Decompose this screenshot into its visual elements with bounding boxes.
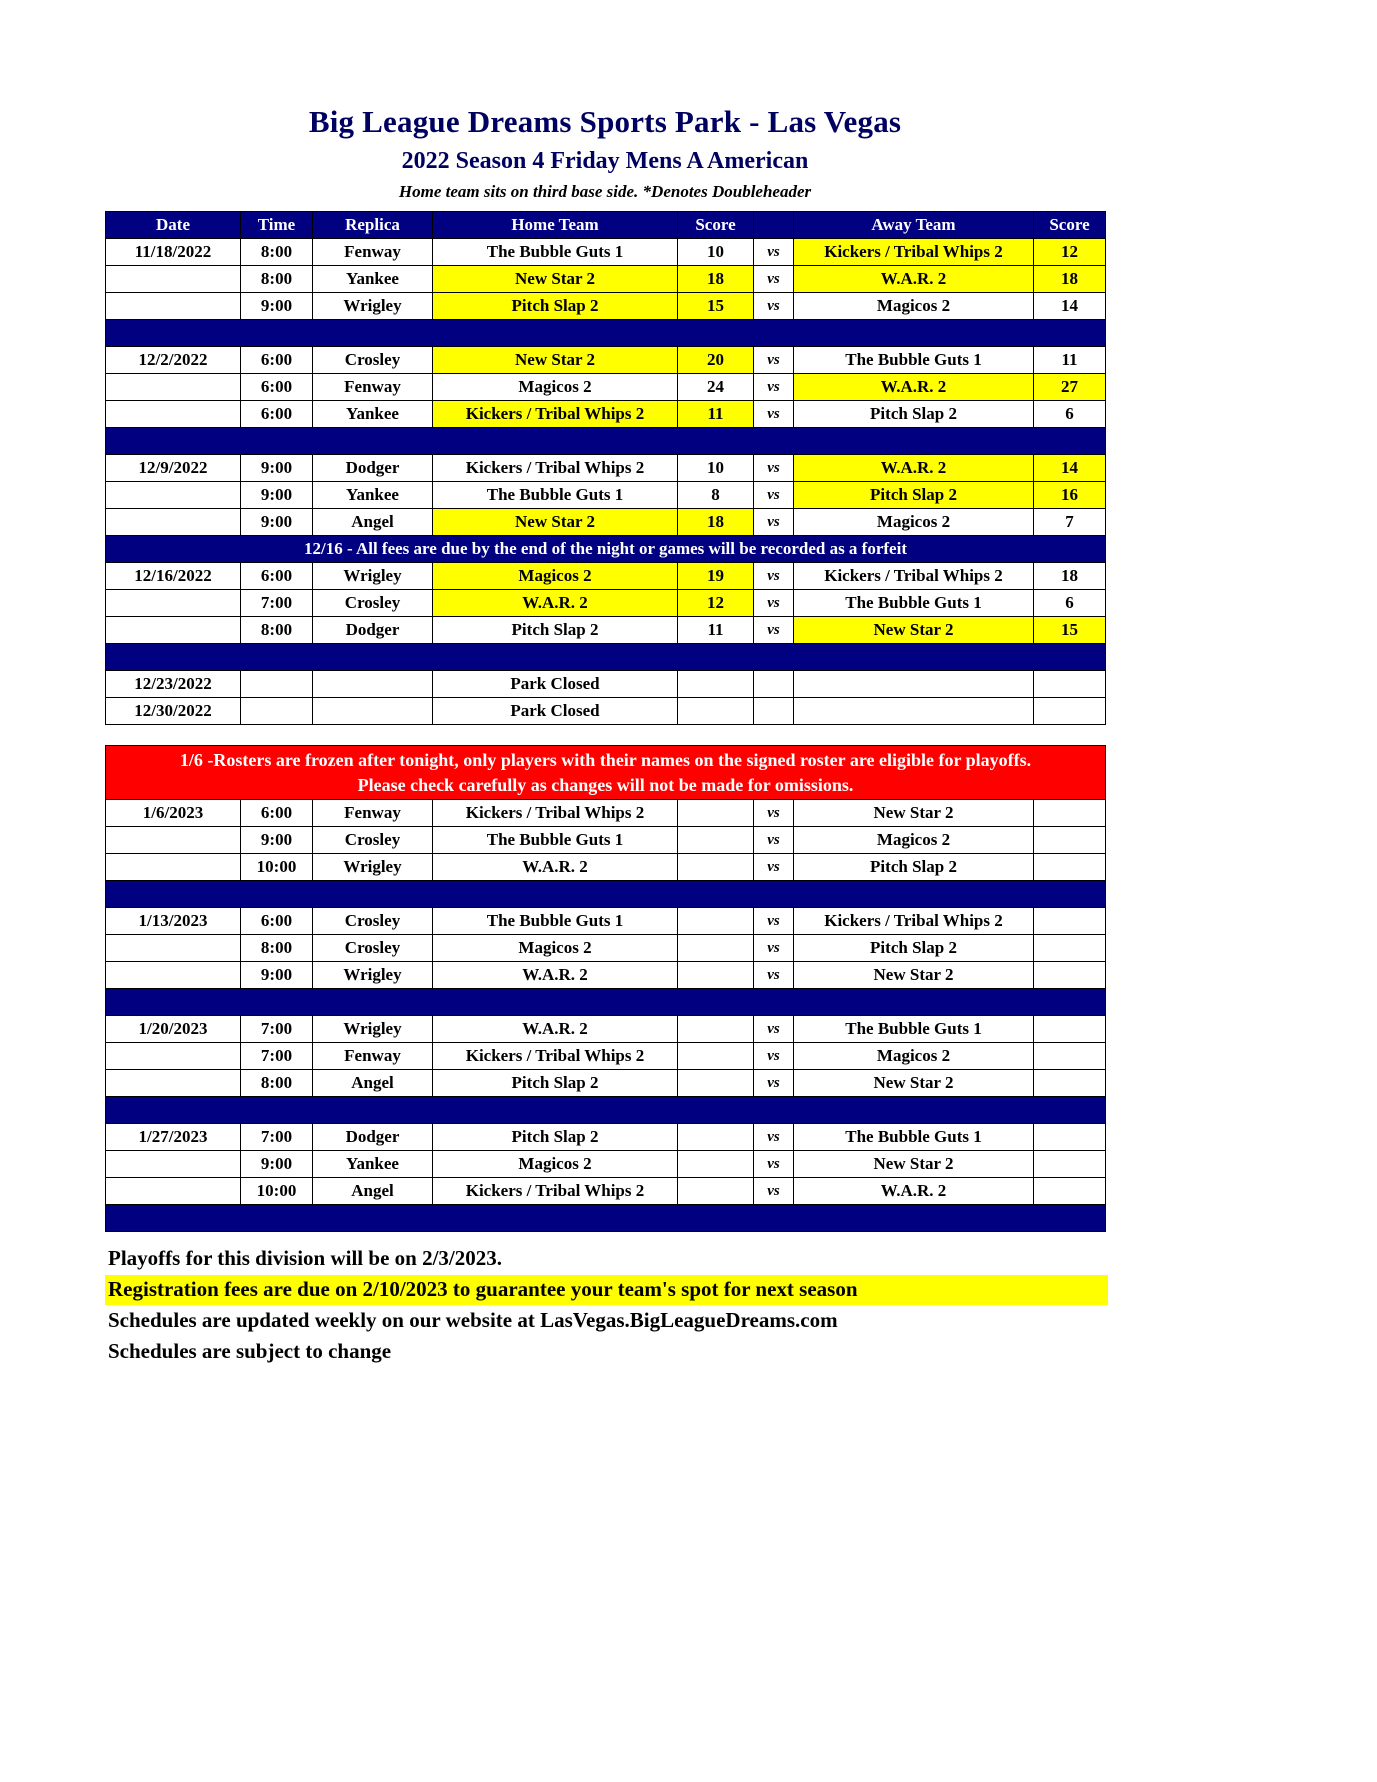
separator-row — [106, 881, 1106, 908]
game-row — [106, 374, 1106, 401]
date-cell — [106, 617, 241, 644]
alert-row — [106, 746, 1106, 800]
game-row — [106, 935, 1106, 962]
date-cell — [106, 935, 241, 962]
home-team-cell: Pitch Slap 2 — [433, 1070, 678, 1097]
vs-cell: vs — [754, 266, 794, 293]
date-cell — [106, 374, 241, 401]
vs-cell: vs — [754, 935, 794, 962]
game-row — [106, 962, 1106, 989]
replica-cell: Fenway — [313, 239, 433, 266]
header-row — [106, 212, 1106, 239]
home-team-cell: Kickers / Tribal Whips 2 — [433, 1043, 678, 1070]
date-cell — [106, 509, 241, 536]
page-title: Big League Dreams Sports Park - Las Vegas — [308, 104, 902, 139]
away-score-cell — [1034, 827, 1106, 854]
away-score-cell: 16 — [1034, 482, 1106, 509]
game-row — [106, 1016, 1106, 1043]
away-score-cell — [1034, 1043, 1106, 1070]
vs-cell: vs — [754, 1178, 794, 1205]
replica-cell: Wrigley — [313, 293, 433, 320]
home-score-cell — [678, 1070, 754, 1097]
vs-cell: vs — [754, 1043, 794, 1070]
vs-cell: vs — [754, 509, 794, 536]
separator-band — [106, 989, 1106, 1016]
time-cell: 10:00 — [241, 854, 313, 881]
replica-cell: Crosley — [313, 347, 433, 374]
roster-alert-line: Please check carefully as changes will not be made for omissions. — [357, 774, 854, 795]
replica-cell: Crosley — [313, 827, 433, 854]
replica-cell: Dodger — [313, 455, 433, 482]
replica-cell: Crosley — [313, 590, 433, 617]
home-team-cell: The Bubble Guts 1 — [433, 827, 678, 854]
game-row — [106, 401, 1106, 428]
away-score-cell — [1034, 800, 1106, 827]
time-cell: 6:00 — [241, 347, 313, 374]
away-score-cell — [1034, 1178, 1106, 1205]
home-score-cell: 19 — [678, 563, 754, 590]
date-cell — [106, 293, 241, 320]
home-score-cell — [678, 698, 754, 725]
time-cell: 10:00 — [241, 1178, 313, 1205]
game-row — [106, 509, 1106, 536]
away-score-cell — [1034, 1070, 1106, 1097]
away-score-cell — [1034, 1016, 1106, 1043]
away-score-cell: 27 — [1034, 374, 1106, 401]
date-cell — [106, 962, 241, 989]
home-score-cell — [678, 908, 754, 935]
closed-row — [106, 698, 1106, 725]
home-team-cell: New Star 2 — [433, 266, 678, 293]
separator-band — [106, 1205, 1106, 1232]
home-team-cell: Magicos 2 — [433, 563, 678, 590]
vs-cell: vs — [754, 908, 794, 935]
time-cell: 7:00 — [241, 1043, 313, 1070]
time-cell: 9:00 — [241, 827, 313, 854]
date-cell: 1/6/2023 — [106, 800, 241, 827]
time-cell: 7:00 — [241, 1124, 313, 1151]
date-cell: 12/23/2022 — [106, 671, 241, 698]
home-score-cell: 15 — [678, 293, 754, 320]
vs-cell: vs — [754, 800, 794, 827]
home-score-cell — [678, 854, 754, 881]
closed-row — [106, 671, 1106, 698]
date-cell: 1/13/2023 — [106, 908, 241, 935]
time-cell: 8:00 — [241, 617, 313, 644]
game-row — [106, 293, 1106, 320]
home-team-cell: Pitch Slap 2 — [433, 1124, 678, 1151]
replica-cell: Yankee — [313, 1151, 433, 1178]
replica-cell: Angel — [313, 509, 433, 536]
home-team-cell: Magicos 2 — [433, 935, 678, 962]
date-cell — [106, 1043, 241, 1070]
away-team-cell: Pitch Slap 2 — [794, 854, 1034, 881]
game-row — [106, 908, 1106, 935]
separator-band — [106, 428, 1106, 455]
away-team-cell: New Star 2 — [794, 1151, 1034, 1178]
vs-cell: vs — [754, 239, 794, 266]
away-team-cell: The Bubble Guts 1 — [794, 1124, 1034, 1151]
game-row — [106, 1070, 1106, 1097]
replica-cell: Wrigley — [313, 563, 433, 590]
col-header-replica: Replica — [313, 212, 433, 239]
game-row — [106, 854, 1106, 881]
footer — [105, 1244, 1108, 1367]
replica-cell: Crosley — [313, 935, 433, 962]
home-score-cell: 11 — [678, 617, 754, 644]
time-cell: 9:00 — [241, 509, 313, 536]
vs-cell: vs — [754, 374, 794, 401]
home-team-cell: W.A.R. 2 — [433, 854, 678, 881]
game-row — [106, 455, 1106, 482]
replica-cell: Wrigley — [313, 962, 433, 989]
schedule-body — [106, 239, 1106, 1232]
home-team-cell: W.A.R. 2 — [433, 590, 678, 617]
home-team-cell: Pitch Slap 2 — [433, 617, 678, 644]
time-cell: 7:00 — [241, 1016, 313, 1043]
vs-cell: vs — [754, 293, 794, 320]
home-team-cell: The Bubble Guts 1 — [433, 239, 678, 266]
date-cell — [106, 1178, 241, 1205]
page-header — [105, 104, 1105, 202]
game-row — [106, 347, 1106, 374]
home-team-cell: Park Closed — [433, 698, 678, 725]
home-score-cell: 10 — [678, 455, 754, 482]
home-score-cell — [678, 1124, 754, 1151]
away-team-cell: Magicos 2 — [794, 1043, 1034, 1070]
game-row — [106, 800, 1106, 827]
replica-cell: Wrigley — [313, 1016, 433, 1043]
away-score-cell — [1034, 671, 1106, 698]
away-score-cell: 7 — [1034, 509, 1106, 536]
vs-cell: vs — [754, 590, 794, 617]
vs-cell: vs — [754, 401, 794, 428]
home-score-cell: 18 — [678, 509, 754, 536]
date-cell: 1/27/2023 — [106, 1124, 241, 1151]
away-score-cell — [1034, 908, 1106, 935]
home-team-cell: The Bubble Guts 1 — [433, 908, 678, 935]
home-team-cell: Kickers / Tribal Whips 2 — [433, 1178, 678, 1205]
home-score-cell: 10 — [678, 239, 754, 266]
away-score-cell: 18 — [1034, 563, 1106, 590]
separator-row — [106, 428, 1106, 455]
vs-cell: vs — [754, 854, 794, 881]
separator-row — [106, 989, 1106, 1016]
game-row — [106, 617, 1106, 644]
away-team-cell: New Star 2 — [794, 617, 1034, 644]
away-team-cell — [794, 698, 1034, 725]
time-cell: 8:00 — [241, 266, 313, 293]
vs-cell: vs — [754, 827, 794, 854]
replica-cell: Yankee — [313, 482, 433, 509]
time-cell: 9:00 — [241, 482, 313, 509]
time-cell: 8:00 — [241, 239, 313, 266]
time-cell — [241, 698, 313, 725]
fees-notice: 12/16 - All fees are due by the end of the night or games will be recorded as a forfeit — [106, 536, 1106, 563]
date-cell: 1/20/2023 — [106, 1016, 241, 1043]
away-team-cell: The Bubble Guts 1 — [794, 1016, 1034, 1043]
game-row — [106, 1178, 1106, 1205]
vs-cell: vs — [754, 1016, 794, 1043]
page-note: Home team sits on third base side. *Denotes Doubleheader — [398, 182, 812, 201]
away-score-cell — [1034, 1124, 1106, 1151]
replica-cell: Fenway — [313, 800, 433, 827]
time-cell: 9:00 — [241, 962, 313, 989]
vs-cell: vs — [754, 563, 794, 590]
away-team-cell: W.A.R. 2 — [794, 374, 1034, 401]
away-team-cell: W.A.R. 2 — [794, 455, 1034, 482]
footer-line: Schedules are updated weekly on our website at LasVegas.BigLeagueDreams.com — [108, 1308, 838, 1332]
vs-cell: vs — [754, 1124, 794, 1151]
replica-cell: Angel — [313, 1178, 433, 1205]
away-team-cell — [794, 671, 1034, 698]
home-team-cell: New Star 2 — [433, 347, 678, 374]
date-cell: 12/9/2022 — [106, 455, 241, 482]
home-score-cell — [678, 827, 754, 854]
home-team-cell: W.A.R. 2 — [433, 962, 678, 989]
vs-cell: vs — [754, 1070, 794, 1097]
home-score-cell — [678, 1016, 754, 1043]
time-cell: 8:00 — [241, 1070, 313, 1097]
vs-cell: vs — [754, 962, 794, 989]
away-team-cell: W.A.R. 2 — [794, 1178, 1034, 1205]
replica-cell: Dodger — [313, 1124, 433, 1151]
col-header-home-score: Score — [678, 212, 754, 239]
replica-cell: Fenway — [313, 374, 433, 401]
gap-band — [106, 725, 1106, 746]
replica-cell: Wrigley — [313, 854, 433, 881]
away-score-cell: 12 — [1034, 239, 1106, 266]
roster-alert-line: 1/6 -Rosters are frozen after tonight, only players with their names on the signed roster are eligible for playoffs. — [179, 749, 1032, 770]
separator-row — [106, 320, 1106, 347]
date-cell — [106, 590, 241, 617]
home-score-cell — [678, 962, 754, 989]
away-team-cell: Magicos 2 — [794, 827, 1034, 854]
away-score-cell — [1034, 962, 1106, 989]
away-team-cell: Pitch Slap 2 — [794, 401, 1034, 428]
game-row — [106, 266, 1106, 293]
time-cell: 6:00 — [241, 374, 313, 401]
away-score-cell — [1034, 1151, 1106, 1178]
schedule-table — [105, 211, 1106, 1232]
date-cell — [106, 854, 241, 881]
vs-cell: vs — [754, 347, 794, 374]
away-score-cell: 11 — [1034, 347, 1106, 374]
home-team-cell: Kickers / Tribal Whips 2 — [433, 401, 678, 428]
vs-cell: vs — [754, 1151, 794, 1178]
away-score-cell — [1034, 854, 1106, 881]
game-row — [106, 827, 1106, 854]
replica-cell: Crosley — [313, 908, 433, 935]
away-team-cell: Kickers / Tribal Whips 2 — [794, 563, 1034, 590]
col-header-away-team: Away Team — [794, 212, 1034, 239]
vs-cell: vs — [754, 455, 794, 482]
time-cell: 6:00 — [241, 800, 313, 827]
game-row — [106, 482, 1106, 509]
away-team-cell: W.A.R. 2 — [794, 266, 1034, 293]
date-cell: 12/30/2022 — [106, 698, 241, 725]
time-cell: 6:00 — [241, 563, 313, 590]
date-cell: 12/16/2022 — [106, 563, 241, 590]
home-score-cell: 24 — [678, 374, 754, 401]
vs-cell — [754, 698, 794, 725]
game-row — [106, 1124, 1106, 1151]
away-team-cell: The Bubble Guts 1 — [794, 590, 1034, 617]
separator-row — [106, 644, 1106, 671]
replica-cell: Yankee — [313, 401, 433, 428]
time-cell: 9:00 — [241, 293, 313, 320]
away-team-cell: New Star 2 — [794, 800, 1034, 827]
replica-cell: Dodger — [313, 617, 433, 644]
away-score-cell: 14 — [1034, 455, 1106, 482]
away-team-cell: Kickers / Tribal Whips 2 — [794, 908, 1034, 935]
home-score-cell: 20 — [678, 347, 754, 374]
time-cell: 6:00 — [241, 401, 313, 428]
replica-cell — [313, 671, 433, 698]
home-score-cell — [678, 1151, 754, 1178]
date-cell — [106, 482, 241, 509]
home-team-cell: Park Closed — [433, 671, 678, 698]
home-score-cell — [678, 671, 754, 698]
replica-cell — [313, 698, 433, 725]
replica-cell: Yankee — [313, 266, 433, 293]
home-team-cell: The Bubble Guts 1 — [433, 482, 678, 509]
game-row — [106, 563, 1106, 590]
away-team-cell: The Bubble Guts 1 — [794, 347, 1034, 374]
notice-row — [106, 536, 1106, 563]
away-score-cell: 15 — [1034, 617, 1106, 644]
col-header-vs — [754, 212, 794, 239]
separator-band — [106, 1097, 1106, 1124]
away-team-cell: Kickers / Tribal Whips 2 — [794, 239, 1034, 266]
time-cell: 7:00 — [241, 590, 313, 617]
vs-cell — [754, 671, 794, 698]
away-score-cell — [1034, 698, 1106, 725]
col-header-time: Time — [241, 212, 313, 239]
home-score-cell: 12 — [678, 590, 754, 617]
footer-line: Schedules are subject to change — [108, 1339, 392, 1363]
date-cell — [106, 827, 241, 854]
home-score-cell: 8 — [678, 482, 754, 509]
home-score-cell — [678, 1043, 754, 1070]
separator-row — [106, 1097, 1106, 1124]
home-score-cell: 11 — [678, 401, 754, 428]
time-cell: 8:00 — [241, 935, 313, 962]
home-team-cell: W.A.R. 2 — [433, 1016, 678, 1043]
separator-band — [106, 644, 1106, 671]
game-row — [106, 239, 1106, 266]
roster-alert — [106, 746, 1106, 800]
date-cell — [106, 266, 241, 293]
date-cell — [106, 1151, 241, 1178]
away-team-cell: Magicos 2 — [794, 509, 1034, 536]
away-score-cell: 6 — [1034, 590, 1106, 617]
home-team-cell: Magicos 2 — [433, 374, 678, 401]
home-team-cell: New Star 2 — [433, 509, 678, 536]
home-team-cell: Magicos 2 — [433, 1151, 678, 1178]
time-cell: 9:00 — [241, 455, 313, 482]
replica-cell: Fenway — [313, 1043, 433, 1070]
time-cell: 9:00 — [241, 1151, 313, 1178]
away-team-cell: Pitch Slap 2 — [794, 935, 1034, 962]
footer-line: Playoffs for this division will be on 2/3/2023. — [108, 1246, 502, 1270]
away-score-cell: 18 — [1034, 266, 1106, 293]
gap-row — [106, 725, 1106, 746]
time-cell — [241, 671, 313, 698]
home-score-cell — [678, 800, 754, 827]
home-score-cell — [678, 935, 754, 962]
home-team-cell: Pitch Slap 2 — [433, 293, 678, 320]
away-team-cell: New Star 2 — [794, 962, 1034, 989]
separator-band — [106, 881, 1106, 908]
date-cell — [106, 1070, 241, 1097]
home-team-cell: Kickers / Tribal Whips 2 — [433, 455, 678, 482]
vs-cell: vs — [754, 617, 794, 644]
game-row — [106, 1151, 1106, 1178]
date-cell — [106, 401, 241, 428]
away-team-cell: New Star 2 — [794, 1070, 1034, 1097]
away-team-cell: Magicos 2 — [794, 293, 1034, 320]
col-header-away-score: Score — [1034, 212, 1106, 239]
game-row — [106, 590, 1106, 617]
separator-row — [106, 1205, 1106, 1232]
footer-line-highlighted: Registration fees are due on 2/10/2023 to guarantee your team's spot for next season — [105, 1275, 1108, 1305]
away-team-cell: Pitch Slap 2 — [794, 482, 1034, 509]
home-team-cell: Kickers / Tribal Whips 2 — [433, 800, 678, 827]
away-score-cell — [1034, 935, 1106, 962]
page-subtitle: 2022 Season 4 Friday Mens A American — [401, 148, 809, 174]
col-header-home-team: Home Team — [433, 212, 678, 239]
away-score-cell: 14 — [1034, 293, 1106, 320]
date-cell: 12/2/2022 — [106, 347, 241, 374]
separator-band — [106, 320, 1106, 347]
home-score-cell — [678, 1178, 754, 1205]
time-cell: 6:00 — [241, 908, 313, 935]
home-score-cell: 18 — [678, 266, 754, 293]
date-cell: 11/18/2022 — [106, 239, 241, 266]
game-row — [106, 1043, 1106, 1070]
vs-cell: vs — [754, 482, 794, 509]
away-score-cell: 6 — [1034, 401, 1106, 428]
replica-cell: Angel — [313, 1070, 433, 1097]
col-header-date: Date — [106, 212, 241, 239]
